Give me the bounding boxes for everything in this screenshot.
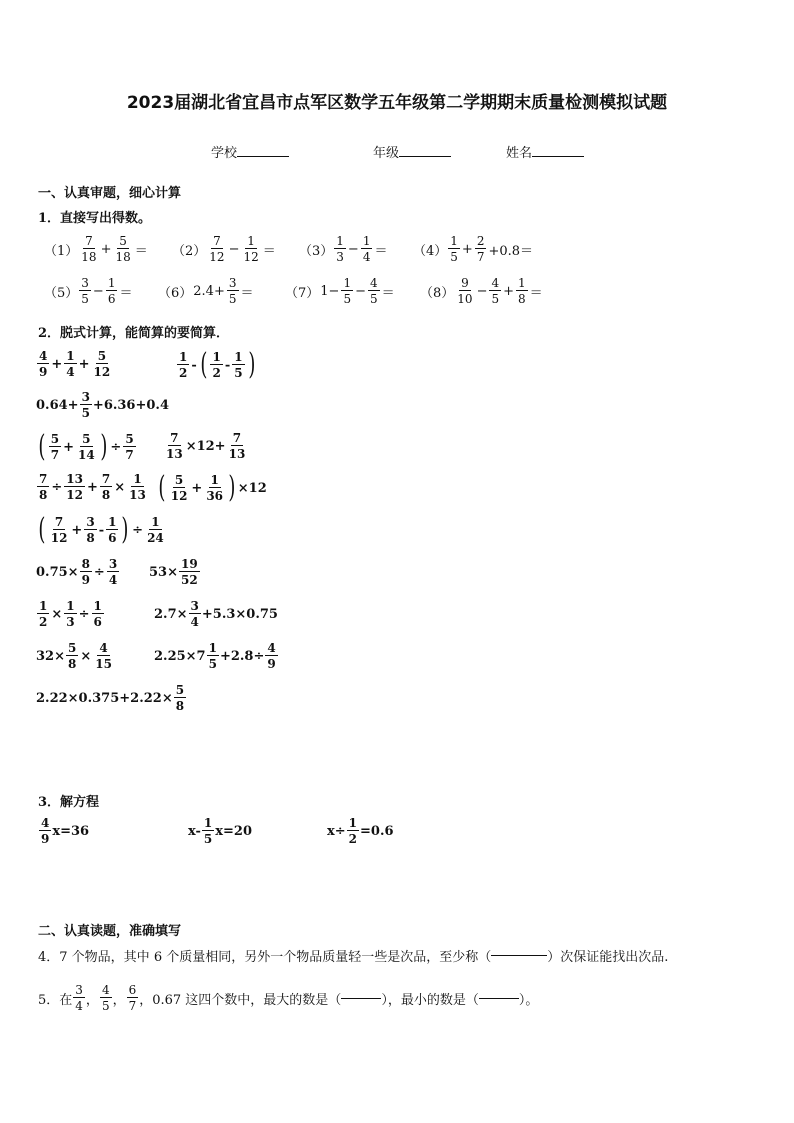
denominator: 9 (41, 832, 50, 846)
fraction (475, 235, 487, 263)
numerator: 4 (101, 983, 110, 997)
numerator: 7 (232, 431, 242, 445)
denominator: 10 (457, 292, 473, 306)
denominator: 8 (518, 292, 526, 306)
q4-answer-blank[interactable] (491, 955, 547, 956)
denominator: 36 (206, 489, 224, 503)
numerator: 1 (336, 234, 344, 248)
denominator: 8 (67, 657, 77, 671)
denominator: 8 (175, 699, 185, 713)
numerator: 1 (343, 276, 352, 290)
numerator: 3 (86, 515, 95, 529)
q2-expr-9: 0.75× $\frac{8}{9}$ ÷ $\frac{3}{4}$ (36, 557, 118, 587)
fraction (174, 684, 186, 712)
fraction (179, 558, 200, 586)
denominator: 12 (66, 488, 83, 502)
fraction (64, 473, 85, 501)
denominator: 2 (212, 366, 221, 380)
denominator: 18 (115, 250, 131, 264)
numerator: 3 (75, 983, 83, 997)
denominator: 3 (336, 250, 344, 264)
numerator: 1 (93, 599, 102, 613)
fraction (49, 433, 61, 461)
denominator: 2 (179, 366, 188, 380)
fraction (207, 235, 226, 263)
numerator: 7 (170, 431, 179, 445)
fraction (93, 642, 114, 670)
fraction (49, 516, 70, 544)
numerator: 8 (81, 557, 90, 571)
numerator: 3 (81, 276, 89, 290)
numerator: 19 (180, 557, 198, 571)
q2-expr-11: $\frac{1}{2}$ × $\frac{1}{3}$ ÷ $\frac{1}{6}$ (39, 599, 102, 629)
fraction (207, 642, 219, 670)
numerator: 1 (151, 515, 160, 529)
fraction (79, 277, 91, 305)
denominator: 8 (39, 488, 48, 502)
q1-item-1: （1） $\frac{7}{18}$ + $\frac{5}{18}$ ＝ (44, 234, 148, 264)
numerator: 1 (450, 234, 458, 248)
page-title: 2023届湖北省宜昌市点军区数学五年级第二学期期末质量检测模拟试题 (126, 93, 668, 113)
numerator: 5 (119, 234, 127, 248)
numerator: 1 (203, 816, 213, 830)
numerator: 4 (267, 641, 276, 655)
denominator: 7 (476, 250, 485, 264)
denominator: 9 (81, 573, 90, 587)
q2-expr-7: ( $\frac{5}{12}$ + $\frac{1}{36}$ ) ×12 (158, 470, 267, 505)
denominator: 12 (209, 250, 225, 264)
fraction (202, 817, 214, 845)
fraction (37, 473, 49, 501)
numerator: 1 (234, 350, 243, 364)
q2-expr-6: $\frac{7}{8}$ ÷ $\frac{13}{12}$ + $\frac{7}{8}$ × $\frac{1}{13}$ (39, 472, 146, 502)
fraction (39, 817, 51, 845)
fraction (227, 432, 248, 460)
denominator: 8 (86, 531, 95, 545)
numerator: 7 (213, 234, 221, 248)
numerator: 9 (461, 276, 469, 290)
numerator: 7 (54, 515, 64, 529)
fraction (37, 350, 49, 378)
numerator: 3 (108, 557, 118, 571)
q1-item-8: （8） $\frac{9}{10}$ − $\frac{4}{5}$ + $\frac{1}{8}$ ＝ (420, 276, 543, 306)
numerator: 1 (518, 276, 526, 290)
fraction (107, 558, 119, 586)
denominator: 13 (166, 447, 183, 461)
fraction (448, 235, 460, 263)
numerator: 1 (348, 816, 358, 830)
denominator: 5 (203, 832, 213, 846)
denominator: 2 (39, 615, 48, 629)
q5-min-blank[interactable] (479, 998, 519, 999)
denominator: 52 (180, 573, 198, 587)
fraction (489, 277, 501, 305)
q2-expr-4: ( $\frac{5}{7}$ + $\frac{5}{14}$ ) ÷ $\frac{5}{7}$ (38, 429, 134, 464)
fraction (368, 277, 380, 305)
fraction (232, 351, 244, 379)
fraction (80, 558, 92, 586)
numerator: 3 (228, 276, 237, 290)
fraction (361, 235, 373, 263)
denominator: 9 (267, 657, 276, 671)
section-1-heading: 一、认真审题，细心计算 (38, 186, 182, 201)
denominator: 15 (95, 657, 112, 671)
numerator: 1 (179, 350, 188, 364)
denominator: 5 (101, 999, 110, 1013)
fraction (210, 351, 222, 379)
numerator: 4 (39, 349, 48, 363)
section-2-heading: 二、认真读题，准确填写 (38, 924, 182, 939)
question-3-label: 3．解方程 (38, 795, 100, 810)
numerator: 2 (476, 234, 485, 248)
numerator: 5 (82, 432, 91, 446)
denominator: 4 (66, 365, 75, 379)
numerator: 1 (247, 234, 255, 248)
q2-expr-8: ( $\frac{7}{12}$ + $\frac{3}{8}$ - $\frac{1}{6}$ ) ÷ $\frac{1}{24}$ (38, 512, 164, 547)
numerator: 1 (212, 350, 221, 364)
numerator: 3 (81, 390, 90, 404)
fraction (80, 391, 92, 419)
numerator: 7 (101, 472, 111, 486)
numerator: 4 (370, 276, 378, 290)
denominator: 3 (66, 615, 75, 629)
fraction (64, 600, 76, 628)
numerator: 4 (41, 816, 50, 830)
fraction (127, 984, 139, 1012)
q2-expr-14: 2.25×7 $\frac{1}{5}$ +2.8÷ $\frac{4}{9}$ (154, 641, 276, 671)
numerator: 5 (175, 683, 185, 697)
denominator: 13 (129, 488, 146, 502)
fraction (113, 235, 132, 263)
numerator: 5 (97, 349, 107, 363)
numerator: 5 (125, 432, 134, 446)
fraction (204, 474, 225, 502)
denominator: 5 (228, 292, 237, 306)
numerator: 4 (491, 276, 500, 290)
q1-item-2: （2） $\frac{7}{12}$ − $\frac{1}{12}$ ＝ (172, 234, 276, 264)
numerator: 13 (66, 472, 83, 486)
denominator: 7 (125, 448, 134, 462)
denominator: 5 (234, 366, 243, 380)
denominator: 6 (107, 292, 116, 306)
fraction (265, 642, 277, 670)
question-1-label: 1．直接写出得数。 (38, 211, 152, 226)
numerator: 1 (362, 234, 371, 248)
numerator: 1 (108, 515, 117, 529)
fraction (64, 350, 76, 378)
q2-expr-1: $\frac{4}{9}$ + $\frac{1}{4}$ + $\frac{5}{12}$ (39, 349, 111, 379)
fraction (100, 473, 112, 501)
denominator: 4 (362, 250, 371, 264)
numerator: 4 (99, 641, 108, 655)
fraction (84, 516, 96, 544)
numerator: 1 (66, 599, 75, 613)
numerator: 1 (210, 473, 219, 487)
numerator: 1 (133, 472, 142, 486)
grade-field[interactable]: 年级 (373, 142, 451, 161)
numerator: 5 (174, 473, 184, 487)
q2-expr-12: 2.7× $\frac{3}{4}$ +5.3×0.75 (154, 599, 278, 629)
denominator: 12 (170, 489, 188, 503)
q2-expr-13: 32× $\frac{5}{8}$ × $\frac{4}{15}$ (36, 641, 112, 671)
fraction (227, 277, 239, 305)
denominator: 13 (228, 447, 246, 461)
denominator: 2 (348, 832, 358, 846)
q2-expr-2: $\frac{1}{2}$ - ( $\frac{1}{2}$ - $\frac{1}{5}$ ) (179, 347, 255, 382)
denominator: 6 (108, 531, 117, 545)
fraction (241, 235, 260, 263)
fraction (73, 984, 85, 1012)
fraction (341, 277, 353, 305)
denominator: 7 (128, 999, 137, 1013)
fraction (177, 351, 189, 379)
q2-expr-15: 2.22×0.375+2.22× $\frac{5}{8}$ (36, 683, 185, 713)
numerator: 5 (67, 641, 77, 655)
numerator: 7 (39, 472, 48, 486)
fraction (347, 817, 359, 845)
q3-equation-1: $\frac{4}{9}$ x=36 (41, 816, 90, 846)
q3-equation-2: x- $\frac{1}{5}$ x=20 (188, 816, 253, 846)
q5-max-blank[interactable] (341, 998, 381, 999)
question-2-label: 2．脱式计算，能简算的要简算． (38, 326, 230, 341)
denominator: 12 (243, 250, 259, 264)
q1-item-5: （5） $\frac{3}{5}$ − $\frac{1}{6}$ ＝ (44, 276, 133, 306)
denominator: 4 (75, 999, 83, 1013)
q2-expr-10: 53× $\frac{19}{52}$ (149, 557, 198, 587)
name-field[interactable]: 姓名 (506, 142, 584, 161)
denominator: 6 (93, 615, 102, 629)
numerator: 1 (208, 641, 217, 655)
q1-item-7: （7） 1− $\frac{1}{5}$ − $\frac{4}{5}$ ＝ (285, 276, 395, 306)
school-field[interactable]: 学校 (211, 142, 289, 161)
fraction (516, 277, 528, 305)
q3-equation-3: x÷ $\frac{1}{2}$ =0.6 (327, 816, 394, 846)
fraction (145, 516, 166, 544)
fraction (92, 350, 113, 378)
fraction (123, 433, 135, 461)
fraction (100, 984, 112, 1012)
fraction (76, 433, 97, 461)
numerator: 3 (190, 599, 199, 613)
denominator: 18 (81, 250, 97, 264)
q1-item-4: （4） $\frac{1}{5}$ + $\frac{2}{7}$ +0.8＝ (413, 234, 534, 264)
fraction (334, 235, 346, 263)
denominator: 12 (50, 531, 68, 545)
numerator: 7 (85, 234, 93, 248)
numerator: 5 (50, 432, 60, 446)
fraction (79, 235, 98, 263)
numerator: 1 (39, 599, 48, 613)
numerator: 1 (107, 276, 116, 290)
fraction (106, 277, 118, 305)
fraction (92, 600, 104, 628)
denominator: 5 (81, 292, 89, 306)
denominator: 9 (39, 365, 48, 379)
denominator: 5 (81, 406, 90, 420)
denominator: 7 (50, 448, 60, 462)
q2-expr-5: $\frac{7}{13}$ ×12+ $\frac{7}{13}$ (166, 431, 246, 461)
q1-item-3: （3） $\frac{1}{3}$ − $\frac{1}{4}$ ＝ (299, 234, 388, 264)
denominator: 5 (370, 292, 378, 306)
fraction (106, 516, 118, 544)
fraction (127, 473, 148, 501)
numerator: 1 (66, 349, 75, 363)
denominator: 5 (343, 292, 352, 306)
denominator: 8 (101, 488, 111, 502)
fraction (37, 600, 49, 628)
numerator: 6 (128, 983, 137, 997)
q2-expr-3: 0.64+ $\frac{3}{5}$ +6.36+0.4 (36, 390, 169, 420)
q1-item-6: （6） 2.4+ $\frac{3}{5}$ ＝ (158, 276, 254, 306)
fraction (169, 474, 190, 502)
fraction (164, 432, 185, 460)
question-5: 5．在 $\frac{3}{4}$ ， $\frac{4}{5}$ ， $\frac{6}{7}$ ，0.67 这四个数中，最大的数是（ ），最小的数是（ ）。 (38, 983, 539, 1013)
denominator: 4 (108, 573, 118, 587)
fraction (66, 642, 78, 670)
fraction (189, 600, 201, 628)
denominator: 4 (190, 615, 199, 629)
denominator: 24 (147, 531, 164, 545)
denominator: 12 (93, 365, 111, 379)
denominator: 5 (208, 657, 217, 671)
denominator: 5 (491, 292, 500, 306)
denominator: 14 (77, 448, 95, 462)
question-4: 4． 7 个物品，其中 6 个质量相同，另外一个物品质量轻一些是次品，至少称（ ）次保证能找出次品. (38, 950, 669, 965)
denominator: 5 (450, 250, 458, 264)
fraction (455, 277, 474, 305)
